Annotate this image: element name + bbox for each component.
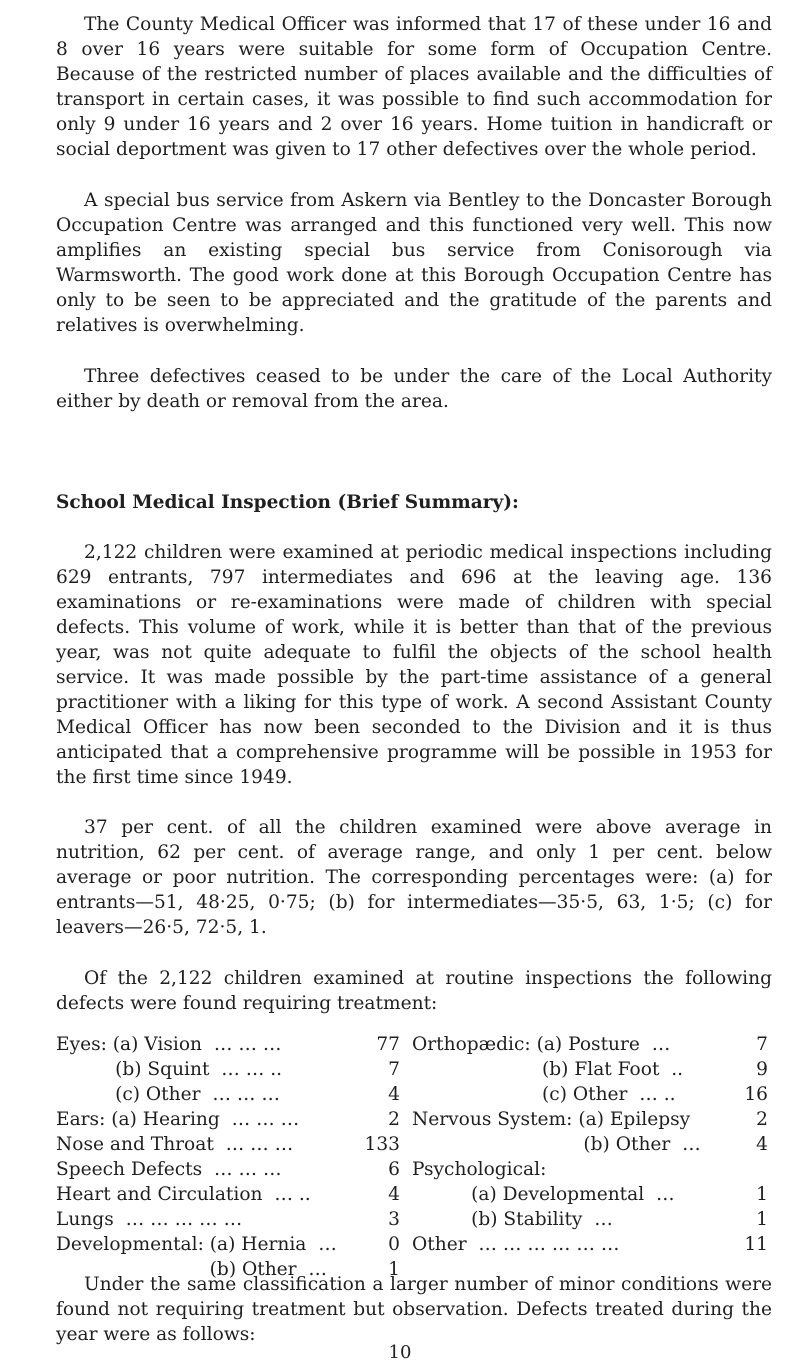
defect-row (56, 1057, 406, 1082)
defect-row (56, 1232, 406, 1257)
defect-count: 4 (388, 1084, 400, 1105)
defect-row (56, 1182, 406, 1207)
defect-row (412, 1057, 772, 1082)
paragraph-occupation-centre: The County Medical Officer was informed that 17 of these under 16 and 8 over 16 years were suitable for some form of Occupation Centre. Because of the restricted number of places available and the difficulties of transport in certain cases, it was possible to find such accommodation for only 9 under 16 years and 2 over 16 years. Home tuition in handicraft or social deportment was given to 17 other defectives over the whole period. (56, 14, 772, 160)
defect-count: 0 (388, 1234, 400, 1255)
defects-table-left (56, 1032, 406, 1282)
defect-label: Developmental: (a) Hernia … (56, 1234, 337, 1255)
defect-label: (c) Other … … … (56, 1084, 280, 1105)
defect-label: Other … … … … … … (412, 1234, 620, 1255)
defect-label: (b) Other … (56, 1259, 327, 1280)
defects-table-right (412, 1032, 772, 1257)
defect-row (56, 1107, 406, 1132)
defect-count: 9 (756, 1059, 768, 1080)
defect-count: 77 (376, 1034, 400, 1055)
defect-label: (c) Other … .. (412, 1084, 676, 1105)
page-number: 10 (388, 1342, 412, 1363)
defect-row (412, 1082, 772, 1107)
defect-count: 11 (744, 1234, 768, 1255)
defect-row (56, 1032, 406, 1057)
paragraph-inspections: 2,122 children were examined at periodic medical inspections including 629 entrants, 797 intermediates and 696 at the leaving age. 136 examinations or re-examinations were made of children with special defects. This volume of work, while it is better than that of the previous year, was not quite adequate to fulfil the objects of the school health service. It was made possible by the part-time assistance of a general practitioner with a liking for this type of work. A second Assistant County Medical Officer has now been seconded to the Division and it is thus anticipated that a comprehensive programme will be possible in 1953 for the first time since 1949. (56, 542, 772, 788)
defect-row (412, 1182, 772, 1207)
section-heading: School Medical Inspection (Brief Summary): (56, 492, 519, 513)
defect-label: (b) Squint … … .. (56, 1059, 283, 1080)
defect-label: Lungs … … … … … (56, 1209, 243, 1230)
defect-label: Nose and Throat … … … (56, 1134, 294, 1155)
defect-row (56, 1132, 406, 1157)
defect-count: 7 (388, 1059, 400, 1080)
paragraph-nutrition: 37 per cent. of all the children examined were above average in nutrition, 62 per cent. of average range, and only 1 per cent. below average or poor nutrition. The corresponding percentages were: (a) for entrants—51, 48·25, 0·75; (b) for intermediates—35·5, 63, 1·5; (c) for leavers—26·5, 72·5, 1. (56, 817, 772, 938)
defect-count: 1 (756, 1209, 768, 1230)
defect-label: Psychological: (412, 1159, 547, 1180)
defect-label: (b) Flat Foot .. (412, 1059, 684, 1080)
paragraph-closing: Under the same classification a larger number of minor conditions were found not requiring treatment but observation. Defects treated during the year were as follows: (56, 1274, 772, 1345)
defect-row (412, 1232, 772, 1257)
defect-count: 3 (388, 1209, 400, 1230)
defect-count: 4 (756, 1134, 768, 1155)
defect-label: Orthopædic: (a) Posture … (412, 1034, 671, 1055)
defect-count: 1 (756, 1184, 768, 1205)
defect-label: Speech Defects … … … (56, 1159, 282, 1180)
defect-row (412, 1207, 772, 1232)
defect-row (56, 1207, 406, 1232)
defect-label: Eyes: (a) Vision … … … (56, 1034, 282, 1055)
defect-row (412, 1107, 772, 1132)
defect-count: 7 (756, 1034, 768, 1055)
defect-row (412, 1132, 772, 1157)
paragraph-defects-intro: Of the 2,122 children examined at routine inspections the following defects were found requiring treatment: (56, 968, 772, 1014)
defect-count: 4 (388, 1184, 400, 1205)
paragraph-bus-service: A special bus service from Askern via Bentley to the Doncaster Borough Occupation Centre was arranged and this functioned very well. This now amplifies an existing special bus service from Conisorough via Warmsworth. The good work done at this Borough Occupation Centre has only to be seen to be appreciated and the gratitude of the parents and relatives is overwhelming. (56, 190, 772, 336)
defect-count: 133 (364, 1134, 400, 1155)
paragraph-defectives-ceased: Three defectives ceased to be under the care of the Local Authority either by death or removal from the area. (56, 366, 772, 412)
defect-row (412, 1157, 772, 1182)
defect-count: 16 (744, 1084, 768, 1105)
defect-label: (b) Other … (412, 1134, 701, 1155)
defect-row (56, 1157, 406, 1182)
defect-count: 1 (388, 1259, 400, 1280)
defect-count: 2 (756, 1109, 768, 1130)
defect-label: Heart and Circulation … .. (56, 1184, 311, 1205)
defect-row (412, 1032, 772, 1057)
defect-label: Nervous System: (a) Epilepsy (412, 1109, 691, 1130)
defect-label: Ears: (a) Hearing … … … (56, 1109, 300, 1130)
defect-count: 2 (388, 1109, 400, 1130)
defect-label: (b) Stability … (412, 1209, 613, 1230)
defect-count: 6 (388, 1159, 400, 1180)
defect-label: (a) Developmental … (412, 1184, 675, 1205)
defect-row (56, 1082, 406, 1107)
